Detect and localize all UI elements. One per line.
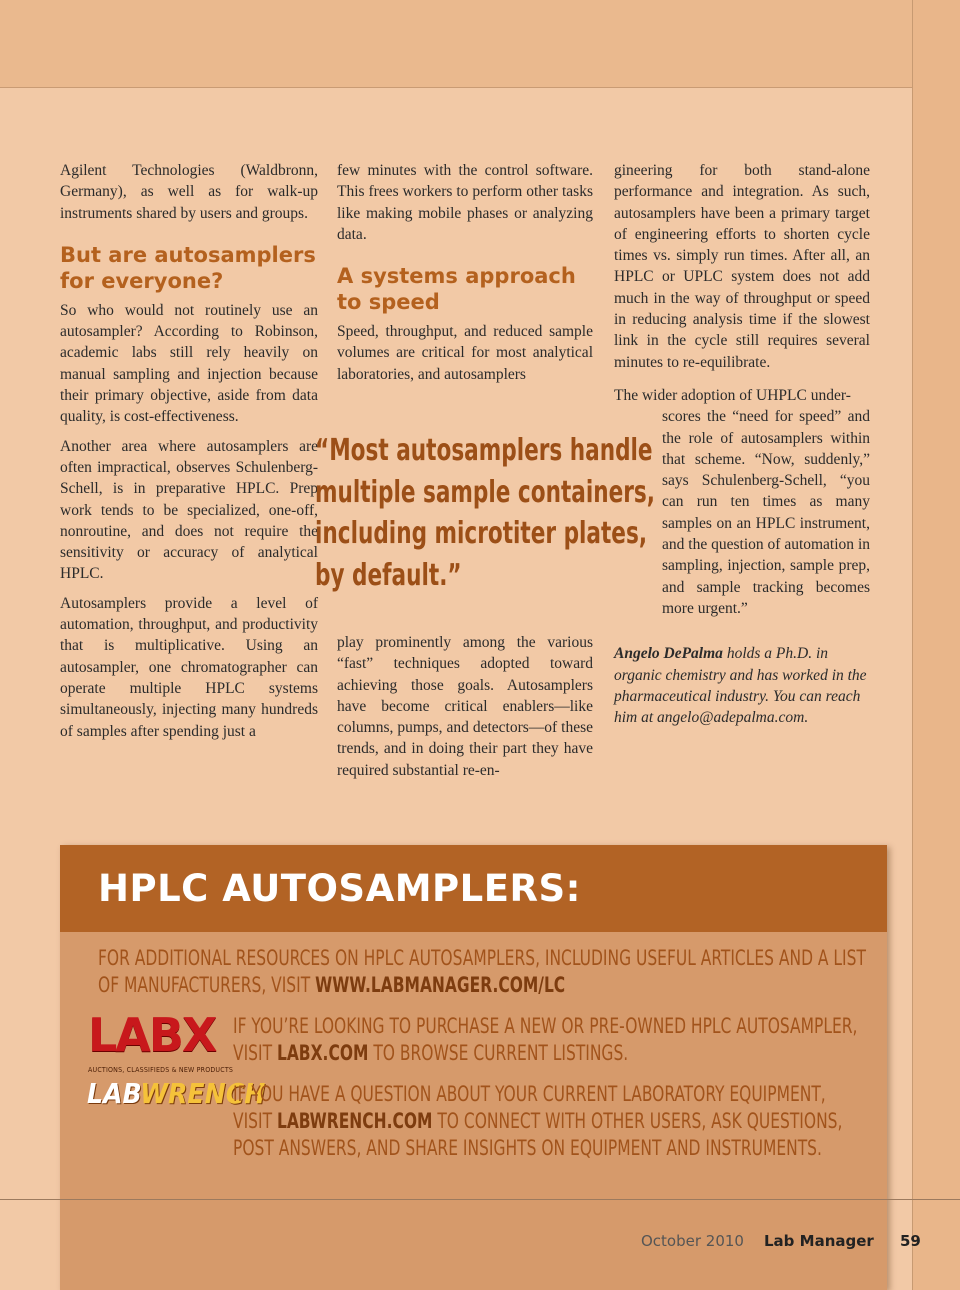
labwrench-logo-b: WRENCH xyxy=(140,1077,266,1110)
top-band xyxy=(0,0,913,88)
resource-text: TO BROWSE CURRENT LISTINGS. xyxy=(368,1041,629,1065)
labx-logo[interactable] xyxy=(88,1008,234,1084)
resource-box xyxy=(60,845,887,1290)
paragraph: So who would not routinely use an autosampler? According to Robinson, academic labs still rely heavily on manual sampling and injection because their primary objective, aside from data quality, is cost-effectiveness. xyxy=(60,301,318,426)
paragraph: gineering for both stand-alone performance and integration. As such, autosamplers have been a primary target of engineering efforts to shorten cycle times vs. simply run times. After all, an HPLC or UPLC system does not add much in the way of throughput or speed in reducing analysis time if the slowest link in the cycle still requires several minutes to re-equilibrate. xyxy=(614,162,870,371)
resource-line xyxy=(98,972,565,999)
pull-quote-line: including microtiter plates, xyxy=(315,516,648,551)
resource-box-title: HPLC AUTOSAMPLERS: xyxy=(98,867,581,910)
resource-text: VISIT xyxy=(233,1041,277,1065)
paragraph: Speed, throughput, and reduced sample volumes are critical for most analytical laboratories, and autosamplers xyxy=(337,323,593,383)
labwrench-line xyxy=(233,1108,842,1135)
right-margin-strip xyxy=(912,0,960,1290)
labmanager-link[interactable]: WWW.LABMANAGER.COM/LC xyxy=(315,973,566,997)
pull-quote xyxy=(315,430,655,596)
labwrench-link[interactable]: LABWRENCH.COM xyxy=(276,1109,433,1133)
labx-logo-word: LABX xyxy=(88,1008,216,1062)
resource-text: TO CONNECT WITH OTHER USERS, ASK QUESTIONS, xyxy=(432,1109,843,1133)
labwrench-line: IF YOU HAVE A QUESTION ABOUT YOUR CURRENT LABORATORY EQUIPMENT, xyxy=(233,1082,826,1106)
labx-logo-tagline: AUCTIONS, CLASSIFIEDS & NEW PRODUCTS xyxy=(88,1066,234,1074)
footer-date: October 2010 xyxy=(641,1232,744,1250)
resource-box-header xyxy=(60,845,887,932)
section-heading: But are autosamplers for everyone? xyxy=(60,242,316,293)
article-column-1 xyxy=(60,160,318,750)
article-column-3 xyxy=(614,160,870,736)
labx-line: IF YOU’RE LOOKING TO PURCHASE A NEW OR PRE-OWNED HPLC AUTOSAMPLER, xyxy=(233,1014,858,1038)
paragraph-wrap-around-quote: scores the “need for speed” and the role of autosamplers within that scheme. “Now, suddenly,” says Schulenberg-Schell, “you can run ten times as many samples on an HPLC instrument, and the question of automation in sampling, injection, sample prep, and sample tracking becomes more urgent.” xyxy=(662,408,870,617)
pull-quote-line: by default.” xyxy=(315,557,462,593)
author-bio xyxy=(614,643,870,728)
section-heading: A systems approach to speed xyxy=(337,264,576,315)
paragraph-lead: The wider adoption of UHPLC under- xyxy=(614,386,851,404)
author-bio-text: holds a Ph.D. in organic chemistry and has worked in the pharmaceutical industry. You can reach him at angelo@adepalma.com. xyxy=(614,645,867,727)
footer-rule xyxy=(0,1199,960,1200)
author-name: Angelo DePalma xyxy=(614,645,723,663)
page-number: 59 xyxy=(900,1232,921,1250)
paragraph: few minutes with the control software. This frees workers to perform other tasks like making mobile phases or analyzing data. xyxy=(337,162,593,243)
resource-line: FOR ADDITIONAL RESOURCES ON HPLC AUTOSAMPLERS, INCLUDING USEFUL ARTICLES AND A LIST xyxy=(98,946,866,970)
resource-text: OF MANUFACTURERS, VISIT xyxy=(98,973,316,997)
labwrench-line: POST ANSWERS, AND SHARE INSIGHTS ON EQUIPMENT AND INSTRUMENTS. xyxy=(233,1136,822,1160)
labwrench-logo-a: LAB xyxy=(87,1077,141,1110)
footer-magazine-name: Lab Manager xyxy=(764,1232,874,1250)
labx-line xyxy=(233,1040,628,1067)
paragraph: Autosamplers provide a level of automation, throughput, and productivity that is multiplicative. Using an autosampler, one chromatographer can operate multiple HPLC systems simultaneously, injecting many hundreds of samples after spending just a xyxy=(60,594,318,740)
labx-link[interactable]: LABX.COM xyxy=(276,1041,369,1065)
paragraph: Agilent Technologies (Waldbronn, Germany), as well as for walk-up instruments shared by users and groups. xyxy=(60,162,318,222)
resource-text: VISIT xyxy=(233,1109,277,1133)
pull-quote-line: multiple sample containers, xyxy=(315,474,655,510)
paragraph: play prominently among the various “fast” techniques adopted toward achieving those goals. Autosamplers have become critical enablers—like columns, pumps, and detectors—of these trends, and in doing their part they have required substantial re-en- xyxy=(337,634,593,779)
paragraph: Another area where autosamplers are often impractical, observes Schulenberg-Schell, is in preparative HPLC. Prep work tends to be specialized, one-off, nonroutine, and does not require the sensitivity or accuracy of analytical HPLC. xyxy=(60,437,318,583)
pull-quote-line: “Most autosamplers handle xyxy=(315,433,653,468)
